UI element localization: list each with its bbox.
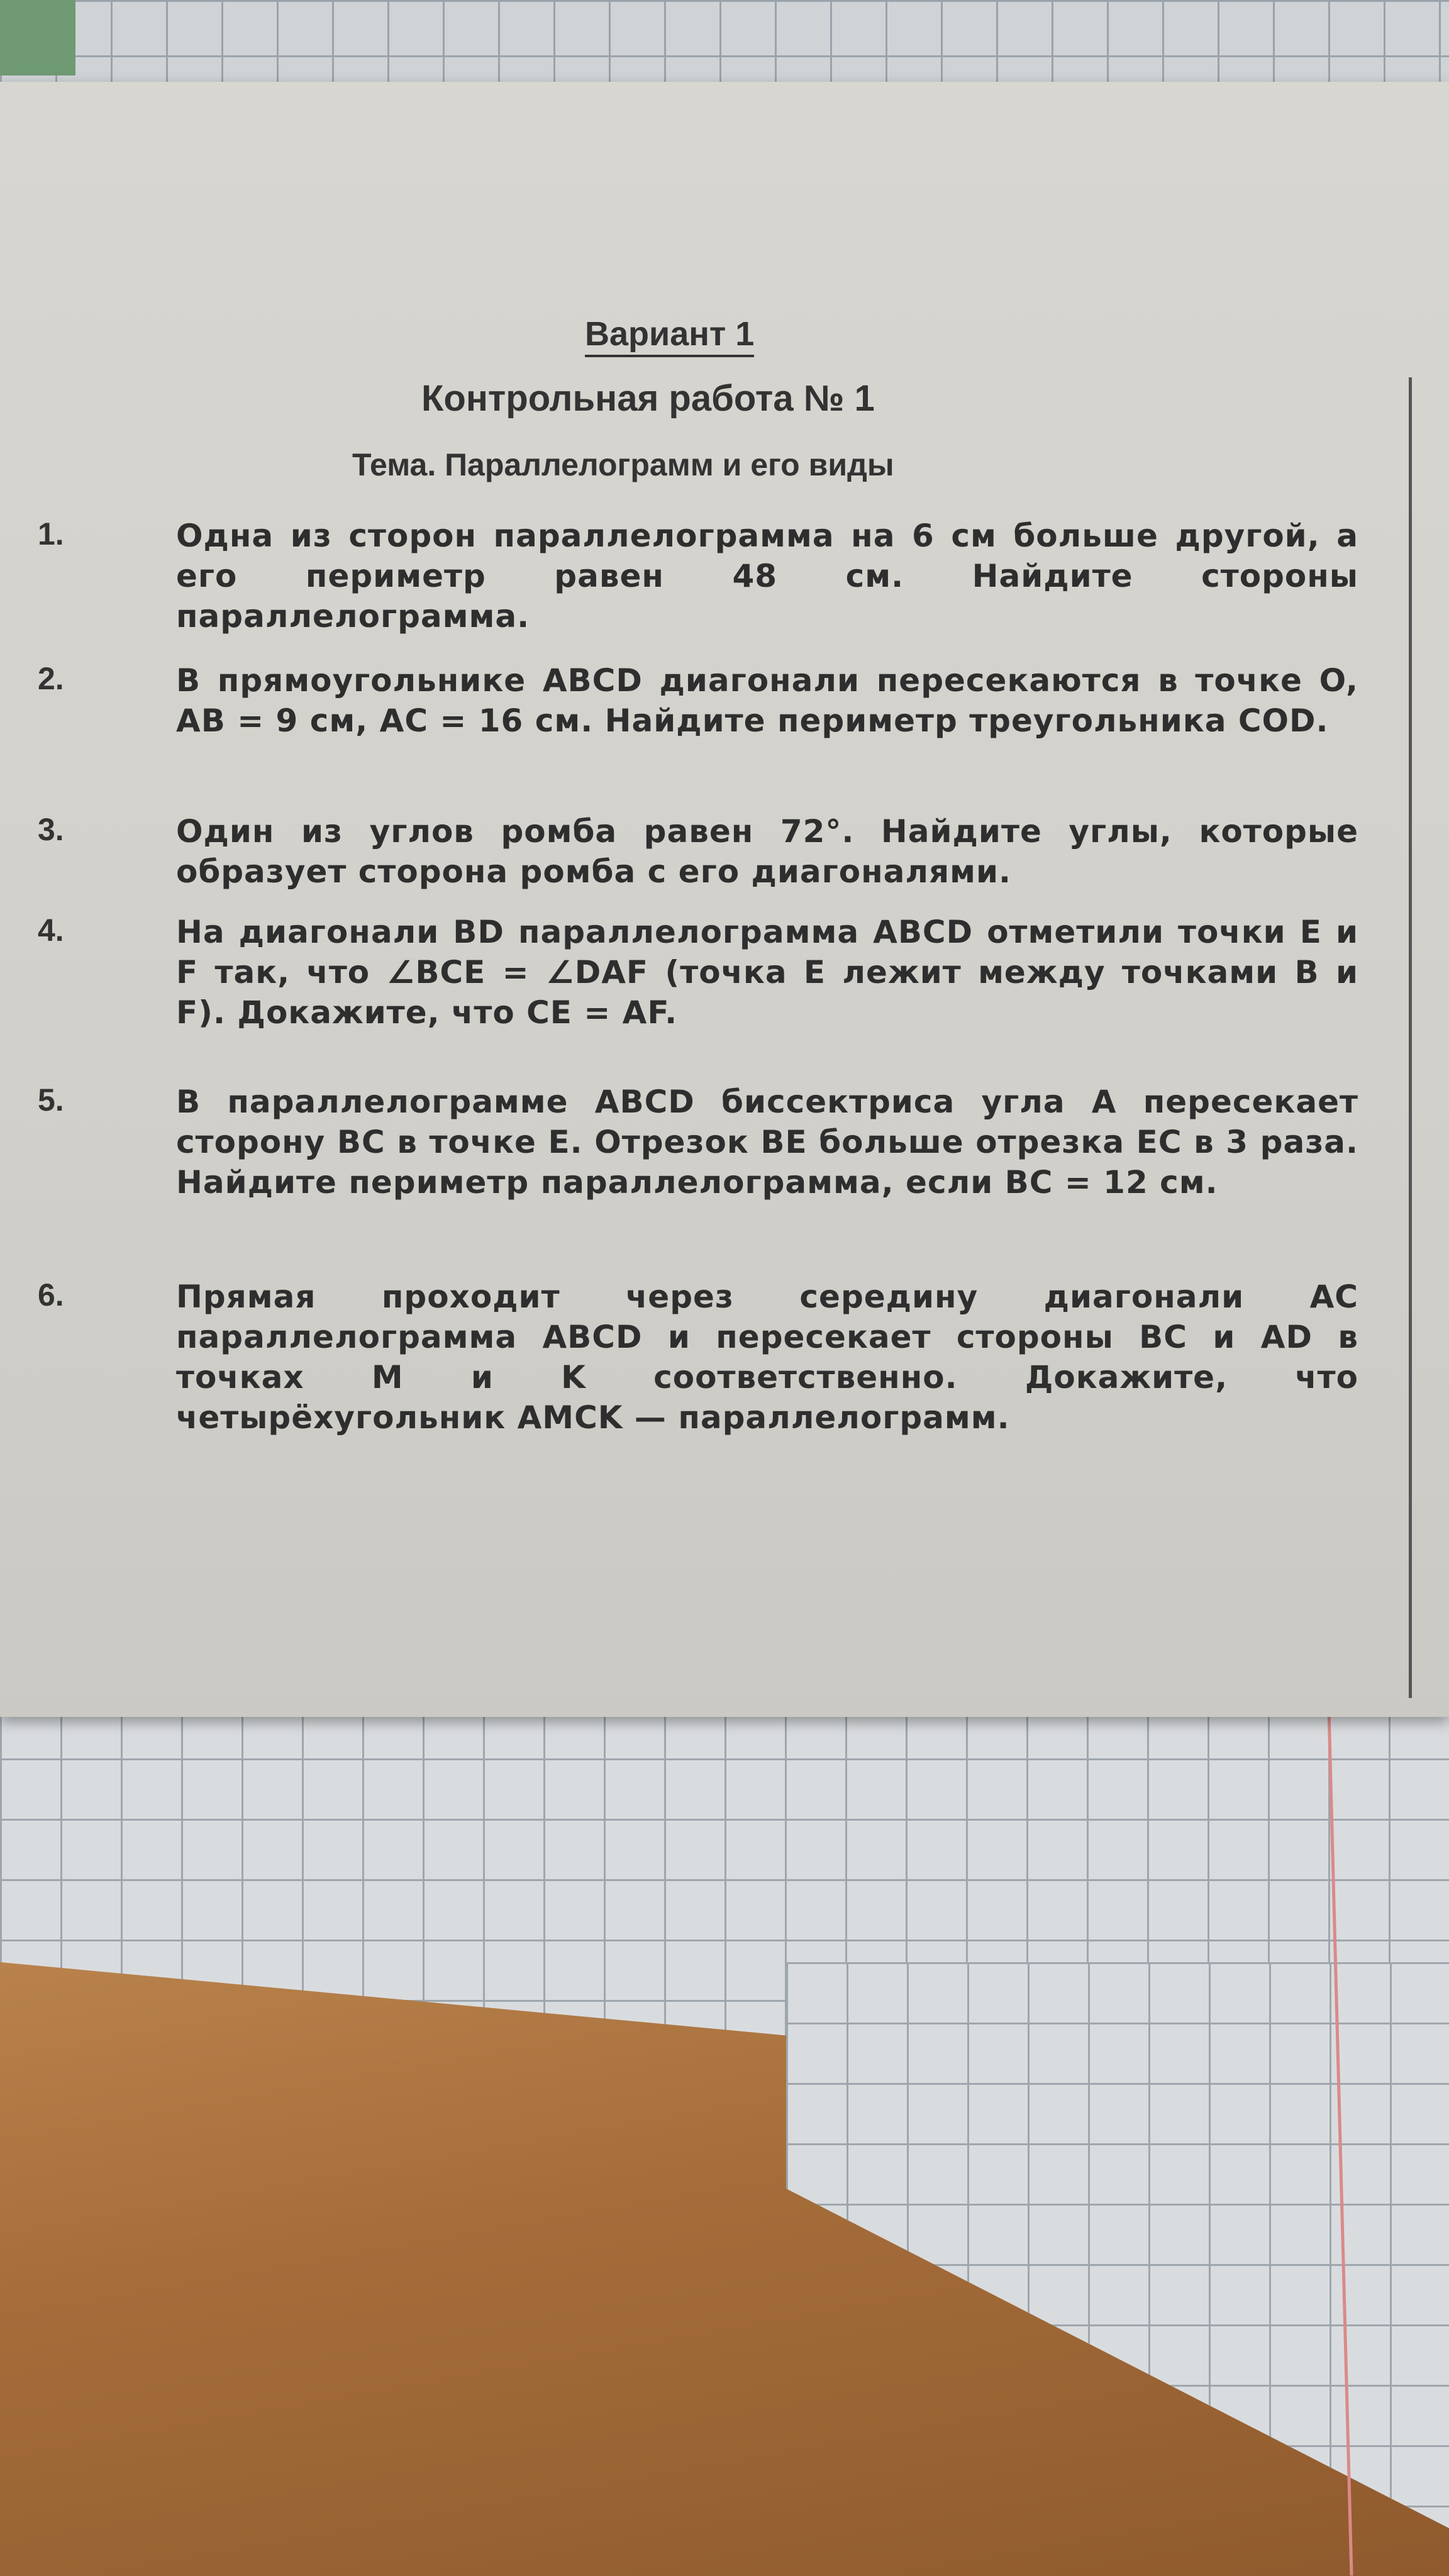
task-text: На диагонали BD параллелограмма ABCD отметили точки E и F так, что ∠BCE = ∠DAF (точка E лежит между точками B и F). Докажите, что CE = AF. — [176, 914, 1358, 1031]
test-sheet — [0, 82, 1449, 1717]
task-text: В параллелограмме ABCD биссектриса угла A пересекает сторону BC в точке E. Отрезок BE больше отрезка EC в 3 раза. Найдите периметр параллелограмма, если BC = 12 см. — [176, 1084, 1358, 1201]
task-number: 5. — [38, 1082, 64, 1118]
task-text: Прямая проходит через середину диагонали AC параллелограмма ABCD и пересекает стороны BC и AD в точках M и K соответственно. Докажите, что четырёхугольник AMCK — параллелограмм. — [176, 1279, 1358, 1436]
notebook-grid-top — [0, 0, 1449, 88]
task-text: В прямоугольнике ABCD диагонали пересекаются в точке O, AB = 9 см, AC = 16 см. Найдите периметр треугольника COD. — [176, 662, 1358, 739]
task-number: 4. — [38, 913, 64, 948]
page-title: Контрольная работа № 1 — [421, 378, 875, 419]
variant-heading: Вариант 1 — [585, 314, 754, 357]
task-text: Один из углов ромба равен 72°. Найдите углы, которые образует сторона ромба с его диагоналями. — [176, 813, 1358, 890]
sheet-fold-line — [1409, 377, 1412, 1698]
task-number: 2. — [38, 661, 64, 696]
task-text: Одна из сторон параллелограмма на 6 см больше другой, а его периметр равен 48 см. Найдите стороны параллелограмма. — [176, 518, 1358, 635]
green-object — [0, 0, 75, 75]
task-number: 1. — [38, 516, 64, 552]
task-number: 6. — [38, 1277, 64, 1313]
topic-heading: Тема. Параллелограмм и его виды — [352, 447, 894, 482]
task-number: 3. — [38, 812, 64, 847]
